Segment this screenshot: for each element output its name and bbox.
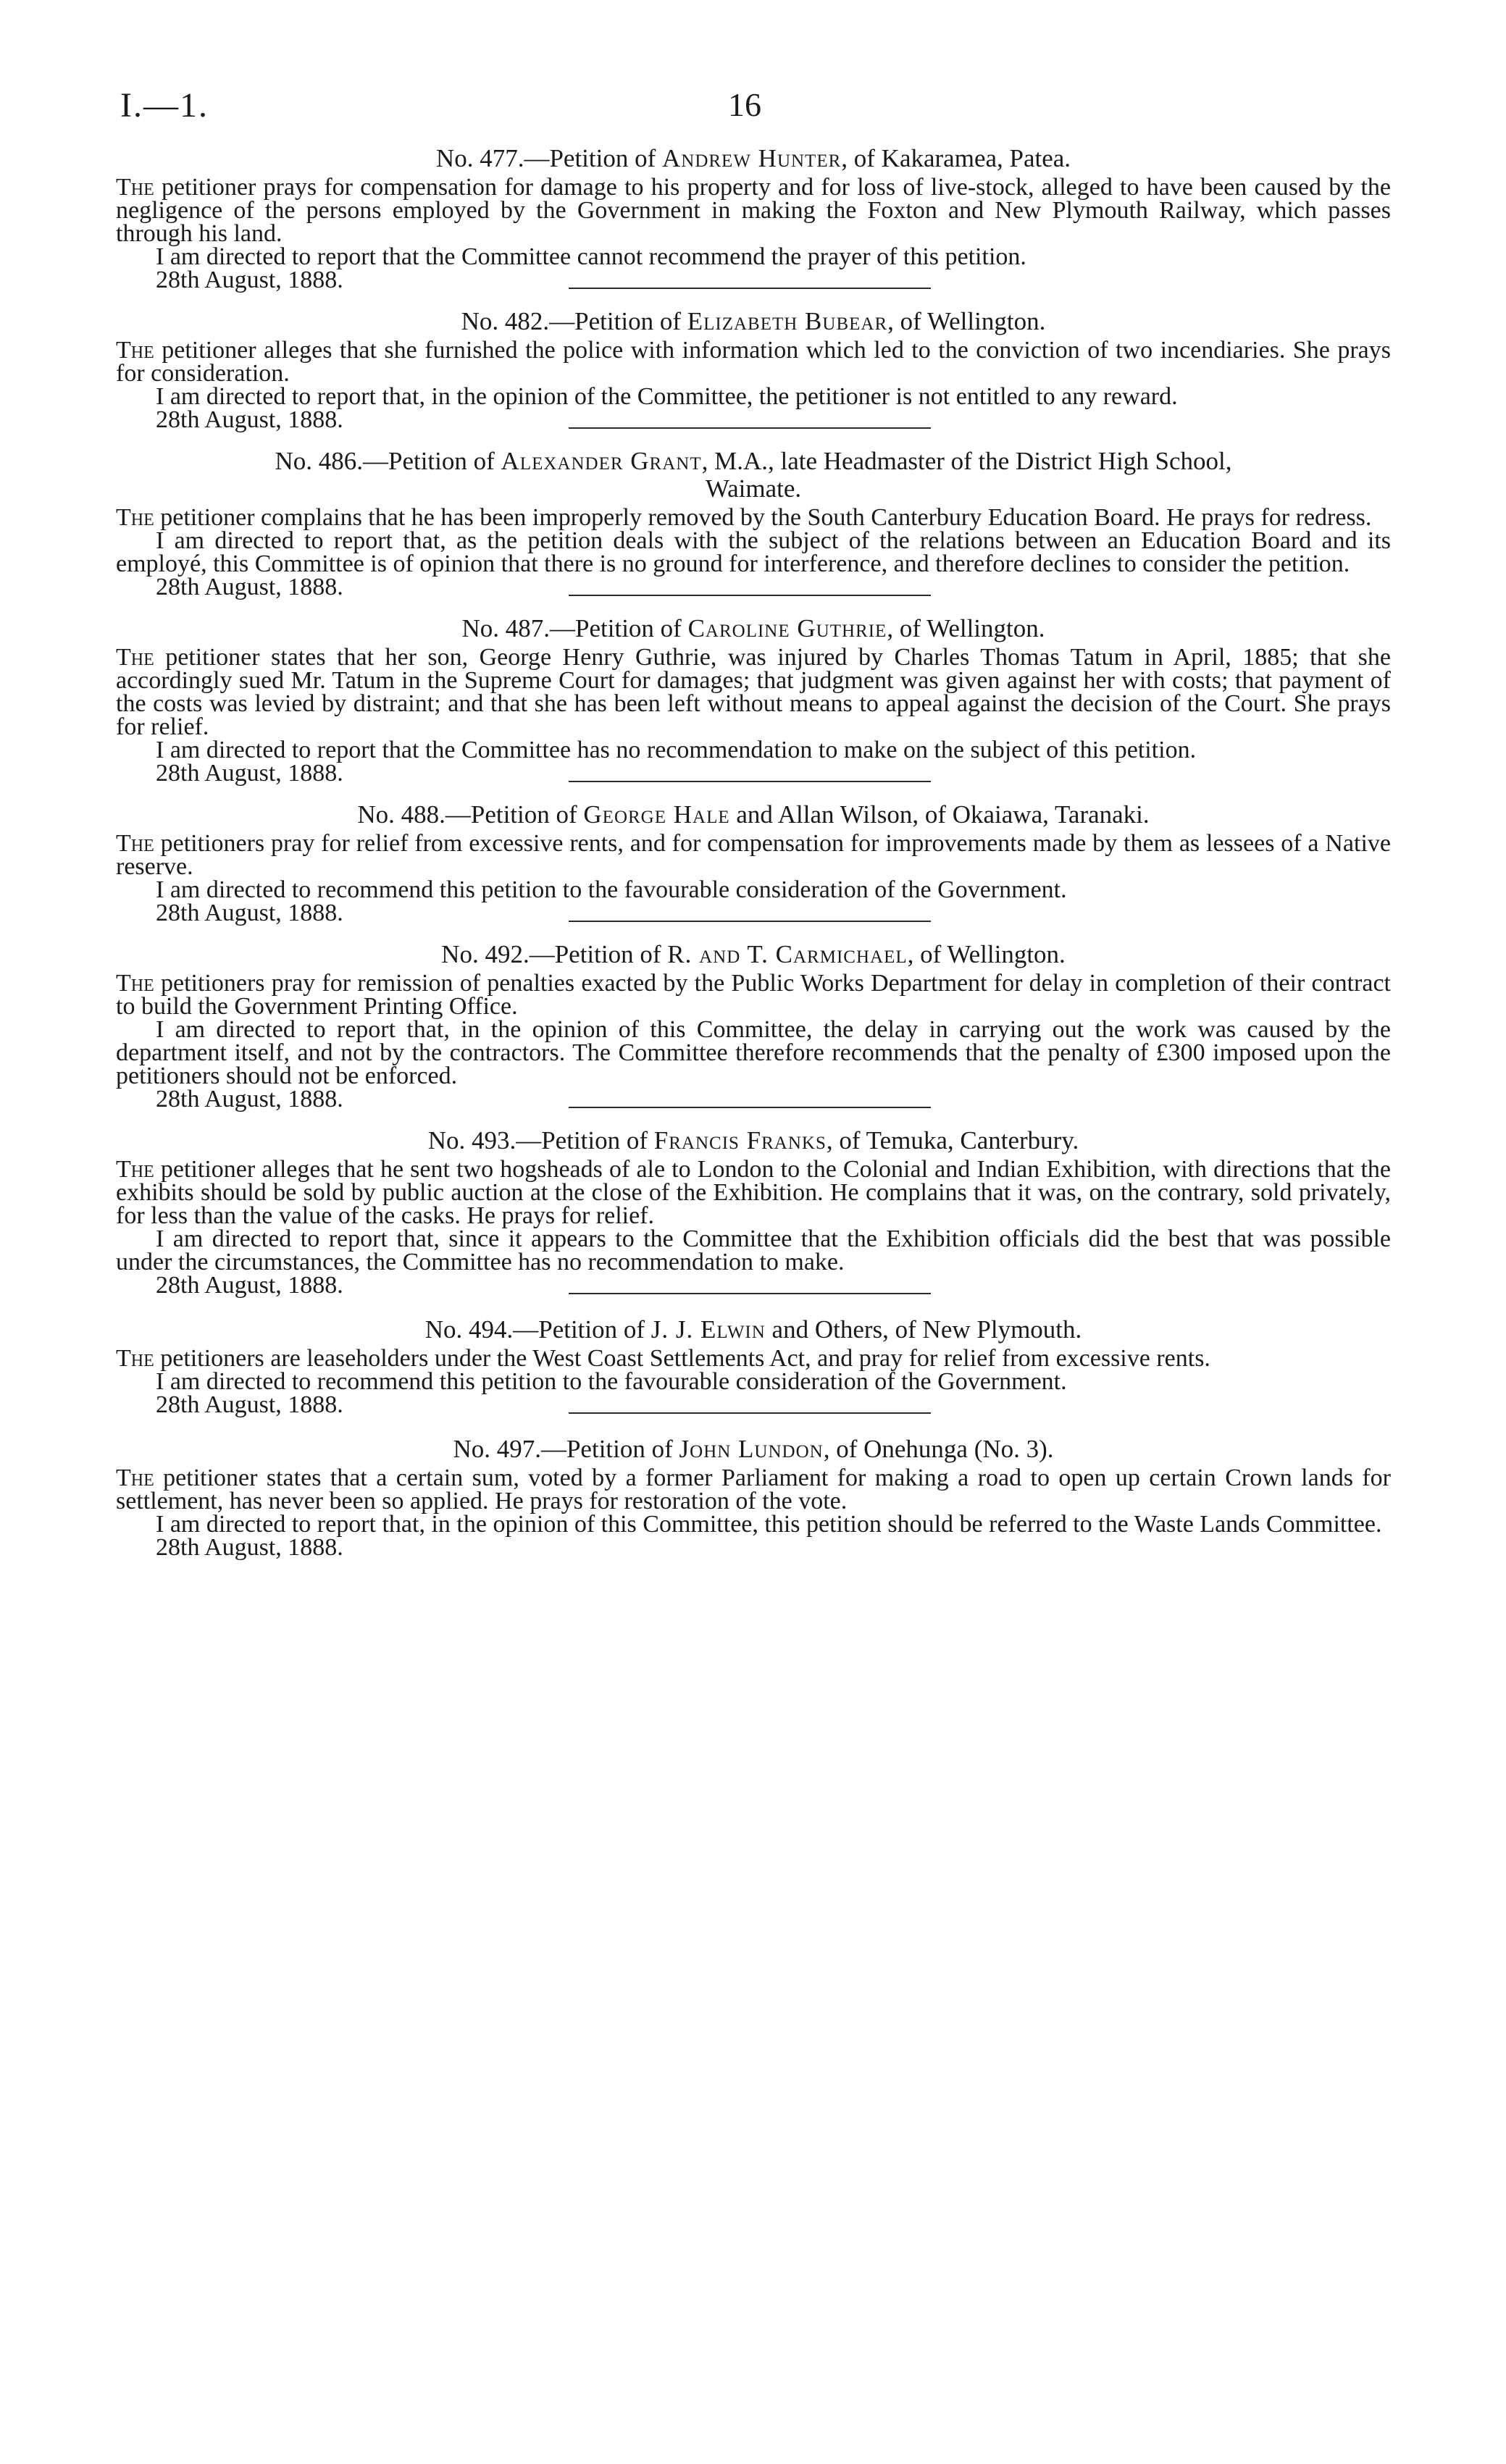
page-header	[0, 85, 1506, 129]
committee-report: I am directed to report that, in the opinion of this Committee, this petition should be referred to the Waste Lands Committee.	[156, 1511, 1382, 1538]
report-date: 28th August, 1888.	[156, 1534, 343, 1561]
petitioner-name: J. J. Elwin	[650, 1315, 766, 1344]
summary-lead-word: The	[116, 337, 154, 364]
petition-entry	[116, 1436, 1391, 1559]
petition-entry	[116, 1316, 1391, 1417]
document-reference: I.—1.	[120, 86, 209, 125]
committee-report: I am directed to recommend this petition to the favourable consideration of the Government.	[156, 876, 1067, 903]
summary-text: petitioner prays for compensation for damage to his property and for loss of live-stock, alleged to have been caused by the negligence of the persons employed by the Government in making the Foxton and New Plymouth Railway, which passes through his land.	[116, 174, 1391, 247]
summary-lead-word: The	[116, 1156, 154, 1183]
petition-number: No. 486.—Petition of	[275, 447, 501, 475]
petitioner-name: John Lundon	[679, 1435, 824, 1463]
committee-report: I am directed to recommend this petition to the favourable consideration of the Government.	[156, 1368, 1067, 1395]
petitioner-name: George Hale	[583, 800, 730, 829]
summary-lead-word: The	[116, 644, 154, 671]
committee-report: I am directed to report that, since it appears to the Committee that the Exhibition officials did the best that was possible under the circumstances, the Committee has no recommendation to make.	[116, 1225, 1391, 1275]
petition-locality: , of Wellington.	[907, 940, 1066, 968]
petition-summary	[116, 972, 1391, 1018]
petition-title	[116, 801, 1391, 829]
petition-locality-continued: Waimate.	[705, 474, 802, 503]
petition-number: No. 477.—Petition of	[435, 144, 662, 172]
petition-summary	[116, 832, 1391, 879]
summary-lead-word: The	[116, 1345, 154, 1372]
petition-number: No. 488.—Petition of	[357, 800, 584, 829]
section-divider	[569, 921, 931, 922]
petition-entry	[116, 308, 1391, 432]
section-divider	[569, 595, 931, 596]
petition-summary	[116, 506, 1391, 529]
report-date: 28th August, 1888.	[156, 1391, 343, 1418]
section-divider	[569, 1412, 931, 1414]
report-date: 28th August, 1888.	[156, 574, 343, 600]
summary-text: petitioners pray for relief from excessive rents, and for compensation for improvements made by them as lessees of a Native reserve.	[116, 830, 1391, 880]
petitioner-name: Francis Franks	[653, 1126, 827, 1155]
summary-text: petitioner states that her son, George Henry Guthrie, was injured by Charles Thomas Tatum in April, 1885; that she accordingly sued Mr. Tatum in the Supreme Court for damages; that judgment was given against her with costs; that payment of the costs was levied by distraint; and that she has been left without means to appeal against the decision of the Court. She prays for relief.	[116, 644, 1391, 740]
summary-lead-word: The	[116, 1464, 154, 1491]
petition-entry	[116, 1127, 1391, 1297]
petition-locality: , of Wellington.	[887, 307, 1046, 335]
section-divider	[569, 1293, 931, 1294]
section-divider	[569, 781, 931, 782]
report-date: 28th August, 1888.	[156, 1086, 343, 1112]
summary-lead-word: The	[116, 830, 154, 857]
petitioner-name: R. and T. Carmichael	[667, 940, 908, 968]
page-number: 16	[728, 86, 761, 123]
report-date: 28th August, 1888.	[156, 900, 343, 926]
petition-title	[116, 941, 1391, 968]
petition-number: No. 494.—Petition of	[424, 1315, 651, 1344]
report-date: 28th August, 1888.	[156, 267, 343, 293]
summary-text: petitioner states that a certain sum, voted by a former Parliament for making a road to open up certain Crown lands for settlement, has never been so applied. He prays for restoration of the vote.	[116, 1464, 1391, 1514]
committee-report: I am directed to report that, as the petition deals with the subject of the relations between an Education Board and its employé, this Committee is of opinion that there is no ground for interference, and therefore declines to consider the petition.	[116, 527, 1391, 577]
summary-text: petitioner alleges that she furnished the police with information which led to the conviction of two incendiaries. She prays for consideration.	[116, 337, 1391, 387]
petition-summary	[116, 1158, 1391, 1228]
petition-entry	[116, 941, 1391, 1111]
petitioner-name: Andrew Hunter	[662, 144, 842, 172]
petition-locality: , of Onehunga (No. 3).	[823, 1435, 1054, 1463]
report-date: 28th August, 1888.	[156, 760, 343, 787]
petition-entry	[116, 448, 1391, 599]
petition-locality: , M.A., late Headmaster of the District High School,	[701, 447, 1232, 475]
petition-summary	[116, 646, 1391, 739]
petition-entry	[116, 145, 1391, 292]
petition-title	[116, 145, 1391, 172]
petition-summary	[116, 176, 1391, 246]
petition-title	[116, 1316, 1391, 1344]
petitioner-name: Alexander Grant	[501, 447, 702, 475]
petition-summary	[116, 1347, 1391, 1370]
petitioner-name: Caroline Guthrie	[687, 614, 887, 642]
committee-report: I am directed to report that, in the opinion of the Committee, the petitioner is not entitled to any reward.	[156, 383, 1178, 410]
petition-title	[116, 615, 1391, 642]
petition-title	[116, 448, 1391, 503]
report-date: 28th August, 1888.	[156, 406, 343, 433]
committee-report: I am directed to report that the Committee has no recommendation to make on the subject of this petition.	[156, 737, 1197, 763]
petition-locality: and Allan Wilson, of Okaiawa, Taranaki.	[729, 800, 1150, 829]
committee-report: I am directed to report that, in the opinion of this Committee, the delay in carrying out the work was caused by the department itself, and not by the contractors. The Committee therefore recommends that the penalty of £300 imposed upon the petitioners should not be enforced.	[116, 1016, 1391, 1089]
section-divider	[569, 288, 931, 289]
petition-locality: , of Temuka, Canterbury.	[826, 1126, 1079, 1155]
petition-number: No. 493.—Petition of	[427, 1126, 654, 1155]
petitioner-name: Elizabeth Bubear	[687, 307, 888, 335]
summary-text: petitioner complains that he has been improperly removed by the South Canterbury Education Board. He prays for redress.	[154, 504, 1372, 531]
petition-locality: , of Wellington.	[887, 614, 1045, 642]
petition-summary	[116, 339, 1391, 385]
petition-number: No. 482.—Petition of	[461, 307, 687, 335]
summary-text: petitioners pray for remission of penalties exacted by the Public Works Department for delay in completion of their contract to build the Government Printing Office.	[116, 970, 1391, 1020]
petition-title	[116, 1436, 1391, 1463]
petition-number: No. 492.—Petition of	[441, 940, 668, 968]
petition-title	[116, 308, 1391, 335]
petition-title	[116, 1127, 1391, 1155]
summary-text: petitioners are leaseholders under the West Coast Settlements Act, and pray for relief from excessive rents.	[154, 1345, 1210, 1372]
petition-locality: , of Kakaramea, Patea.	[841, 144, 1071, 172]
summary-text: petitioner alleges that he sent two hogsheads of ale to London to the Colonial and Indian Exhibition, with directions that the exhibits should be sold by public auction at the close of the Exhibition. He complains that it was, on the contrary, sold privately, for less than the value of the casks. He prays for relief.	[116, 1156, 1391, 1229]
report-date: 28th August, 1888.	[156, 1272, 343, 1299]
summary-lead-word: The	[116, 504, 154, 531]
summary-lead-word: The	[116, 970, 154, 997]
petition-locality: and Others, of New Plymouth.	[765, 1315, 1082, 1344]
petition-summary	[116, 1464, 1391, 1514]
petition-entry	[116, 615, 1391, 785]
summary-lead-word: The	[116, 174, 154, 201]
petition-number: No. 487.—Petition of	[461, 614, 688, 642]
petition-entry	[116, 801, 1391, 925]
petition-number: No. 497.—Petition of	[453, 1435, 679, 1463]
section-divider	[569, 1107, 931, 1108]
section-divider	[569, 427, 931, 429]
committee-report: I am directed to report that the Committee cannot recommend the prayer of this petition.	[156, 243, 1026, 270]
page-body	[116, 145, 1391, 1559]
